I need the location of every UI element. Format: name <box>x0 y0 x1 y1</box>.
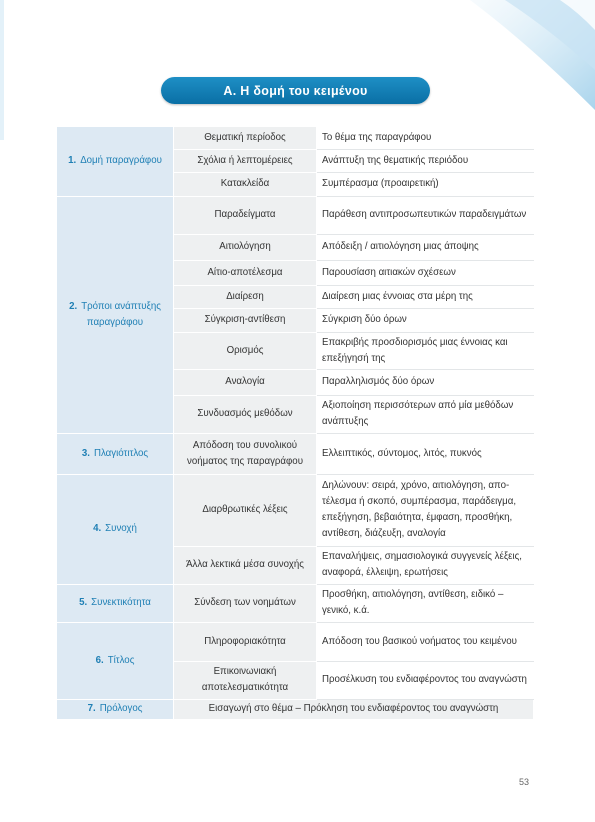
description-cell: Σύγκριση δύο όρων <box>317 308 534 332</box>
table-row <box>57 584 534 622</box>
table-row <box>57 699 534 719</box>
item-cell: Επικοινωνιακή αποτελεσματικότητα <box>174 661 317 699</box>
description-cell: Ανάπτυξη της θεματικής περιόδου <box>317 149 534 172</box>
section-title: Α. Η δομή του κειμένου <box>223 83 368 98</box>
page-number: 53 <box>519 777 530 787</box>
item-cell: Σύγκριση-αντίθεση <box>174 308 317 332</box>
category-cell: 4. Συνοχή <box>57 474 174 584</box>
category-cell: 6. Τίτλος <box>57 622 174 699</box>
description-cell: Παράθεση αντιπροσωπευτικών παραδειγμάτων <box>317 196 534 234</box>
item-cell: Αναλογία <box>174 369 317 395</box>
item-cell: Αιτιολόγηση <box>174 234 317 260</box>
category-cell: 3. Πλαγιότιτλος <box>57 433 174 474</box>
description-cell: Προσθήκη, αιτιολόγηση, αντίθεση, ειδικό – γενικό, κ.ά. <box>317 584 534 622</box>
section-title-badge <box>161 77 430 104</box>
item-cell: Άλλα λεκτικά μέσα συνοχής <box>174 546 317 584</box>
item-cell: Συνδυασμός μεθόδων <box>174 395 317 433</box>
item-cell: Θεματική περίοδος <box>174 127 317 149</box>
description-cell: Συμπέρασμα (προαιρετική) <box>317 172 534 196</box>
description-cell: Ελλειπτικός, σύντομος, λιτός, πυκνός <box>317 433 534 474</box>
item-cell: Σύνδεση των νοημάτων <box>174 584 317 622</box>
description-cell: Παραλληλισμός δύο όρων <box>317 369 534 395</box>
description-cell: Απόδοση του βασικού νοήματος του κειμένου <box>317 622 534 661</box>
description-cell: Το θέμα της παραγράφου <box>317 127 534 149</box>
description-cell: Προσέλκυση του ενδιαφέροντος του αναγνώστη <box>317 661 534 699</box>
table-row <box>57 196 534 234</box>
category-cell: 7. Πρόλογος <box>57 699 174 719</box>
description-cell: Διαίρεση μιας έννοιας στα μέρη της <box>317 285 534 308</box>
description-cell: Παρουσίαση αιτιακών σχέσεων <box>317 260 534 285</box>
item-cell: Διαίρεση <box>174 285 317 308</box>
description-cell: Απόδειξη / αιτιολόγηση μιας άποψης <box>317 234 534 260</box>
table-row <box>57 127 534 149</box>
category-cell: 1. Δομή παραγράφου <box>57 127 174 196</box>
item-cell: Σχόλια ή λεπτομέρειες <box>174 149 317 172</box>
description-cell: Επακριβής προσδιορισμός μιας έννοιας και επεξήγησή της <box>317 332 534 369</box>
item-cell: Ορισμός <box>174 332 317 369</box>
item-cell: Διαρθρωτικές λέξεις <box>174 474 317 546</box>
item-cell: Αίτιο-αποτέλεσμα <box>174 260 317 285</box>
description-cell: Επαναλήψεις, σημασιολογικά συγγενείς λέξεις, αναφορά, έλλειψη, ερωτήσεις <box>317 546 534 584</box>
description-cell: Δηλώνουν: σειρά, χρόνο, αιτιολόγηση, αποτέλεσμα ή σκοπό, συμπέρασμα, παράδειγμα, επεξήγηση, βεβαιότητα, έμφαση, προσθήκη, αντίθεση, διάζευξη, αναλογία <box>317 474 534 546</box>
category-cell: 2. Τρόποι ανάπτυξης παραγράφου <box>57 196 174 433</box>
table-row <box>57 433 534 474</box>
table-row <box>57 474 534 546</box>
table-row <box>57 622 534 661</box>
item-cell: Πληροφοριακότητα <box>174 622 317 661</box>
item-cell: Κατακλείδα <box>174 172 317 196</box>
text-structure-table <box>57 127 534 720</box>
category-cell: 5. Συνεκτικότητα <box>57 584 174 622</box>
description-cell: Αξιοποίηση περισσότερων από μία μεθόδων ανάπτυξης <box>317 395 534 433</box>
item-cell: Παραδείγματα <box>174 196 317 234</box>
description-cell: Εισαγωγή στο θέμα – Πρόκληση του ενδιαφέροντος του αναγνώστη <box>174 699 534 719</box>
item-cell: Απόδοση του συνολικού νοήματος της παραγράφου <box>174 433 317 474</box>
